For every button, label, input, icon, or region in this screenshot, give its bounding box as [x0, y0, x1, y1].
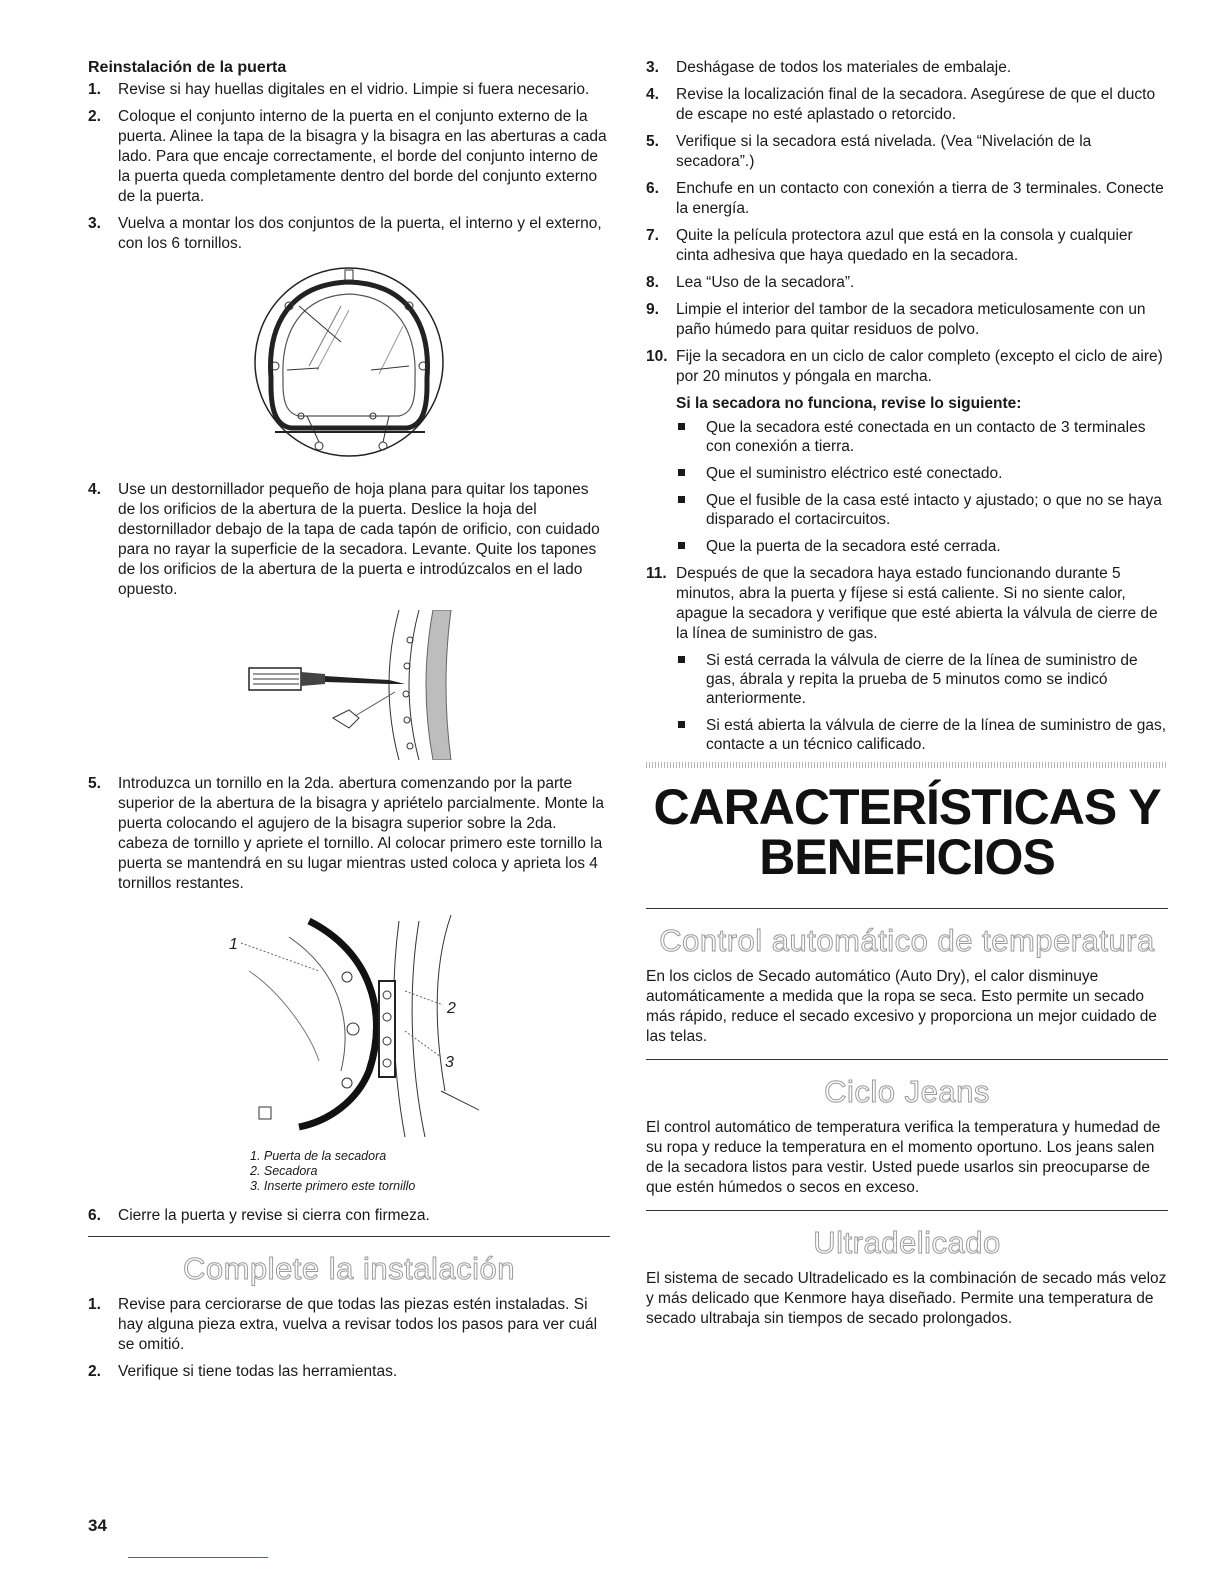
list-item: 9. Limpie el interior del tambor de la secadora meticulosamente con un paño húmedo para quitar residuos de polvo.	[646, 301, 1146, 338]
list-item: 8. Lea “Uso de la secadora”.	[646, 274, 855, 291]
figure-caption: 1. Puerta de la secadora 2. Secadora 3. Inserte primero este tornillo	[250, 1149, 416, 1193]
list-item: 11. Después de que la secadora haya estado funcionando durante 5 minutos, abra la puerta y fíjese si está caliente. Si no siente calor, apague la secadora y verifique que esté abierta la válvula de cierre de la línea de suministro de gas.	[646, 565, 1158, 642]
divider	[646, 908, 1168, 909]
divider	[646, 1210, 1168, 1211]
hinge-screw-illustration	[219, 901, 479, 1141]
page-number: 34	[88, 1516, 107, 1535]
list-item: 2. Verifique si tiene todas las herramientas.	[88, 1363, 398, 1380]
footer-rule	[128, 1557, 268, 1558]
features-title: CARACTERÍSTICAS Y BENEFICIOS	[653, 779, 1161, 885]
door-step-5-list	[88, 774, 610, 894]
bullet-icon	[678, 423, 685, 430]
door-step-6-list	[88, 1206, 610, 1226]
left-column	[88, 58, 610, 1389]
screwdriver-plug-illustration	[229, 610, 469, 760]
troubleshoot-title: Si la secadora no funciona, revise lo siguiente:	[676, 395, 1022, 412]
gas-valve-bullets	[676, 651, 1168, 754]
bullet-icon	[678, 496, 685, 503]
figure-label-1: 1	[229, 936, 238, 953]
divider	[646, 1059, 1168, 1060]
door-step-4-list	[88, 480, 610, 600]
list-item: 7. Quite la película protectora azul que está en la consola y cualquier cinta adhesiva que haya quedado en la secadora.	[646, 227, 1133, 264]
list-item: 1. Revise para cerciorarse de que todas las piezas estén instaladas. Si hay alguna pieza extra, vuelva a revisar todos los pasos para ver cuál se omitió.	[88, 1296, 598, 1353]
list-item: 2. Coloque el conjunto interno de la puerta en el conjunto externo de la puerta. Alinee la tapa de la bisagra y la bisagra en las aberturas a cada lado. Para que encaje correctamente, el borde del conjunto interno de la puerta queda completamente dentro del borde del conjunto externo de la puerta.	[88, 108, 607, 205]
troubleshoot-bullets	[676, 418, 1168, 556]
feature-text-auto-temp: En los ciclos de Secado automático (Auto Dry), el calor disminuye automáticamente a medida que la ropa se seca. Esto permite un secado más rápido, reduce el secado excesivo y proporciona un mejor cuidado de las telas.	[646, 968, 1157, 1045]
list-item: Si está abierta la válvula de cierre de la línea de suministro de gas, contacte a un técnico calificado.	[676, 716, 1168, 754]
list-item: 6. Enchufe en un contacto con conexión a tierra de 3 terminales. Conecte la energía.	[646, 180, 1164, 217]
list-item: 4. Revise la localización final de la secadora. Asegúrese de que el ducto de escape no esté aplastado o retorcido.	[646, 86, 1156, 123]
dotted-divider	[646, 762, 1168, 768]
bullet-icon	[678, 721, 685, 728]
right-column	[646, 58, 1168, 1341]
feature-title-auto-temp: Control automático de temperatura	[659, 923, 1155, 958]
bullet-icon	[678, 656, 685, 663]
list-item: 3. Vuelva a montar los dos conjuntos de la puerta, el interno y el externo, con los 6 tornillos.	[88, 215, 602, 252]
list-item: 4. Use un destornillador pequeño de hoja plana para quitar los tapones de los orificios de la abertura de la puerta. Deslice la hoja del destornillador debajo de la tapa de cada tapón de orificio, con cuidado para no rayar la superficie de la secadora. Levante. Quite los tapones de los orificios de la abertura de la puerta e introdúzcalos en el lado opuesto.	[88, 481, 600, 598]
complete-steps-continued	[646, 58, 1168, 387]
bullet-icon	[678, 542, 685, 549]
divider	[88, 1236, 610, 1237]
list-item: 3. Deshágase de todos los materiales de embalaje.	[646, 59, 1012, 76]
list-item: Que el suministro eléctrico esté conectado.	[676, 464, 1168, 483]
bullet-icon	[678, 469, 685, 476]
feature-title-ultradelicate: Ultradelicado	[813, 1225, 1001, 1260]
list-item: Si está cerrada la válvula de cierre de la línea de suministro de gas, ábrala y repita la prueba de 5 minutos como se indicó anteriormente.	[676, 651, 1168, 708]
door-steps-list	[88, 80, 610, 254]
list-item: Que la puerta de la secadora esté cerrada.	[676, 537, 1168, 556]
section-title-complete-install: Complete la instalación	[182, 1251, 515, 1286]
list-item: Que el fusible de la casa esté intacto y ajustado; o que no se haya disparado el cortacircuitos.	[676, 491, 1168, 529]
figure-label-2: 2	[447, 1000, 456, 1017]
complete-steps-list	[88, 1295, 610, 1382]
list-item: 6. Cierre la puerta y revise si cierra con firmeza.	[88, 1207, 430, 1224]
door-assembly-illustration	[249, 266, 449, 466]
section-title-door-reinstall: Reinstalación de la puerta	[88, 59, 287, 76]
step-11-list	[646, 564, 1168, 644]
feature-title-jeans: Ciclo Jeans	[824, 1074, 990, 1109]
feature-text-ultradelicate: El sistema de secado Ultradelicado es la combinación de secado más veloz y más delicado que Kenmore haya diseñado. Permite una temperatura de secado ultrabaja sin tiempos de secado prolongados.	[646, 1270, 1167, 1327]
figure-label-3: 3	[445, 1054, 454, 1071]
list-item: 10. Fije la secadora en un ciclo de calor completo (excepto el ciclo de aire) por 20 minutos y póngala en marcha.	[646, 348, 1163, 385]
list-item: 5. Verifique si la secadora está nivelada. (Vea “Nivelación de la secadora”.)	[646, 133, 1092, 170]
list-item: 1. Revise si hay huellas digitales en el vidrio. Limpie si fuera necesario.	[88, 81, 590, 98]
list-item: 5. Introduzca un tornillo en la 2da. abertura comenzando por la parte superior de la abertura de la bisagra y apriételo parcialmente. Monte la puerta colocando el agujero de la bisagra superior sobre la 2da. cabeza de tornillo y apriete el tornillo. Al colocar primero este tornillo la puerta se mantendrá en su lugar mientras usted coloca y aprieta los 4 tornillos restantes.	[88, 775, 604, 892]
feature-text-jeans: El control automático de temperatura verifica la temperatura y humedad de su ropa y reduce la temperatura en el momento oportuno. Los jeans salen de la secadora listos para vestir. Usted puede usarlos sin preocuparse de que estén húmedos o secos en exceso.	[646, 1119, 1161, 1196]
list-item: Que la secadora esté conectada en un contacto de 3 terminales con conexión a tierra.	[676, 418, 1168, 456]
